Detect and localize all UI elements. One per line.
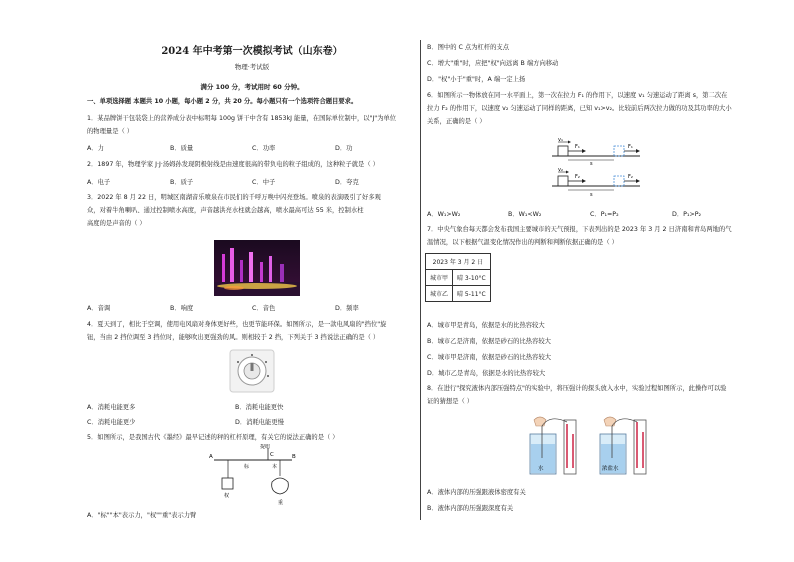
fig-label-water: 水 — [538, 466, 544, 472]
fountain-photo — [214, 240, 300, 296]
weather-table — [425, 253, 491, 302]
q1-line1: 1．某品牌饼干包装袋上的营养成分表中标明每 100g 饼干中含有 1853kJ 能量，在国际单位制中，以"J"为单位 — [87, 115, 397, 122]
q3-line1: 3．2022 年 8 月 22 日，明城区南湖音乐喷泉在市民们的千呼万唤中闪亮登场。喷泉的表演吸引了好多观 — [87, 194, 381, 201]
score-info: 满分 100 分，考试用时 60 分钟。 — [200, 83, 304, 91]
fig-label-ben: 本 — [272, 464, 278, 470]
q4-option-d[interactable]: D．消耗电能更慢 — [235, 419, 284, 426]
fig-label-s2: s — [590, 192, 593, 198]
q6-line1: 6．如图所示一物体放在同一水平面上，第一次在拉力 F₁ 的作用下，以速度 v₁ 匀速运动了距离 s，第二次在 — [427, 92, 728, 99]
q1-option-a[interactable]: A．力 — [87, 145, 104, 152]
pressure-experiment-figure — [510, 410, 670, 480]
force-diagram — [548, 134, 644, 198]
fig-label-f1b: F₁ — [628, 144, 633, 150]
q6-option-b[interactable]: B．W₁<W₂ — [508, 211, 542, 218]
q1-option-c[interactable]: C．功率 — [252, 145, 276, 152]
q8-line2: 证的猜想是（ ） — [427, 398, 474, 405]
q3-option-d[interactable]: D．频率 — [335, 305, 359, 312]
q8-line1: 8．在进行"探究液体内部压强特点"的实验中，将压强计的探头放入水中，实验过程如图所示，此操作可以验 — [427, 385, 727, 392]
q8-option-b[interactable]: B．液体内部的压强跟深度有关 — [427, 505, 514, 512]
q7-option-d[interactable]: D．城市乙是青岛，依据是水的比热容较大 — [427, 370, 546, 377]
q4-line1: 4．夏天到了，相比于空调，使用电风扇对身体更好些，也更节能环保。如图所示，是一款电风扇的"挡位"旋 — [87, 321, 387, 328]
steelyard-figure — [208, 444, 298, 510]
q1-option-b[interactable]: B．质量 — [170, 145, 194, 152]
q5-option-b[interactable]: B．图中的 C 点为杠杆的支点 — [427, 44, 509, 51]
fig-label-b: B — [292, 454, 296, 460]
table-cell-city: 城市甲 — [426, 270, 453, 286]
q8-option-a[interactable]: A．液体内部的压强跟液体密度有关 — [427, 489, 526, 496]
q2-option-c[interactable]: C．中子 — [252, 179, 276, 186]
q2-option-d[interactable]: D．夸克 — [335, 179, 359, 186]
q5-option-d[interactable]: D．"权"小于"重"时，A 端一定上扬 — [427, 76, 526, 83]
q4-line2: 钮，当由 2 挡位调至 3 挡位时，能够吹出更强劲的风。则相较于 2 挡，下列关于 3 挡说法正确的是（ ） — [87, 334, 380, 341]
q2-option-b[interactable]: B．质子 — [170, 179, 194, 186]
page-title: 2024 年中考第一次模拟考试（山东卷） — [161, 46, 343, 57]
fig-label-brine: 浓盐水 — [602, 466, 619, 472]
fig-label-f2: F₂ — [575, 174, 580, 180]
fig-label-c: C — [270, 452, 274, 458]
fig-label-quan: 权 — [224, 493, 230, 499]
q7-option-c[interactable]: C．城市甲是济南，依据是砂石的比热容较大 — [427, 354, 552, 361]
fig-label-v1: v₁ — [558, 137, 563, 143]
table-cell-city: 城市乙 — [426, 286, 453, 302]
q7-option-b[interactable]: B．城市乙是济南，依据是砂石的比热容较大 — [427, 338, 551, 345]
table-cell-weather: 晴 5-11°C — [453, 286, 491, 302]
q4-option-a[interactable]: A．消耗电能更多 — [87, 404, 136, 411]
column-divider — [420, 40, 421, 520]
fan-knob-photo — [228, 348, 276, 394]
fig-label-v2: v₂ — [558, 167, 563, 173]
q1-line2: 的物理量是（ ） — [87, 128, 134, 135]
q4-option-c[interactable]: C．消耗电能更少 — [87, 419, 136, 426]
q5-option-c[interactable]: C．增大"重"时，应把"权"向远离 B 端方向移动 — [427, 60, 559, 67]
q6-option-a[interactable]: A．W₁>W₂ — [427, 211, 461, 218]
q2-option-a[interactable]: A．电子 — [87, 179, 111, 186]
q5-option-a[interactable]: A．"标""本"表示力，"权""重"表示力臂 — [87, 512, 197, 519]
q5-line1: 5．如图所示，是我国古代《墨经》最早记述的秤的杠杆原理，有关它的说法正确的是（ ） — [87, 434, 339, 441]
q6-line2: 拉力 F₂ 的作用下，以速度 v₂ 匀速运动了同样的距离，已知 v₁>v₂。比较前后两次拉力做的功及其功率的大小 — [427, 105, 732, 112]
q7-line2: 温情况，以下根据气温变化情况作出的判断和判断依据正确的是（ ） — [427, 239, 618, 246]
q3-option-a[interactable]: A．音调 — [87, 305, 111, 312]
q3-line2: 众，对着牛角喇叭、通过控制喷水高度，声音越洪亮水柱就会越高，喷水最高可达 55 米，控制水柱 — [87, 207, 364, 214]
q3-line3: 高度的是声音的（ ） — [87, 220, 146, 227]
fig-label-zhong: 重 — [278, 500, 284, 506]
fig-label-f1: F₁ — [575, 144, 580, 150]
q7-line1: 7．中央气象台每天都会发布我国主要城市的天气预报，下表列出的是 2023 年 3 月 2 日济南和青岛两地的气 — [427, 226, 732, 233]
q4-option-b[interactable]: B．消耗电能更快 — [235, 404, 284, 411]
q6-option-c[interactable]: C．P₁=P₂ — [590, 211, 619, 218]
q1-option-d[interactable]: D．功 — [335, 145, 353, 152]
fig-label-tiniu: 提纽 — [260, 444, 271, 450]
q3-option-b[interactable]: B．响度 — [170, 305, 194, 312]
table-cell-weather: 晴 3-10°C — [453, 270, 491, 286]
weather-table-header: 2023 年 3 月 2 日 — [426, 254, 491, 270]
fig-label-f2b: F₂ — [628, 174, 633, 180]
fig-label-a: A — [209, 454, 213, 460]
q3-option-c[interactable]: C．音色 — [252, 305, 276, 312]
q7-option-a[interactable]: A．城市甲是青岛，依据是水的比热容较大 — [427, 322, 545, 329]
fig-label-biao: 标 — [244, 464, 250, 470]
fig-label-s1: s — [590, 161, 593, 167]
q2-line1: 2．1897 年，物理学家 J·J·汤姆孙发现阴极射线是由速度很高的带负电的粒子组成的，这种粒子就是（ ） — [87, 161, 379, 168]
subtitle: 物理·考试版 — [234, 63, 270, 71]
q6-line3: 关系，正确的是（ ） — [427, 118, 486, 125]
section-heading: 一、单项选择题 本题共 10 小题，每小题 2 分，共 20 分。每小题只有一个选项符合题目要求。 — [87, 98, 358, 105]
q6-option-d[interactable]: D．P₁>P₂ — [672, 211, 702, 218]
